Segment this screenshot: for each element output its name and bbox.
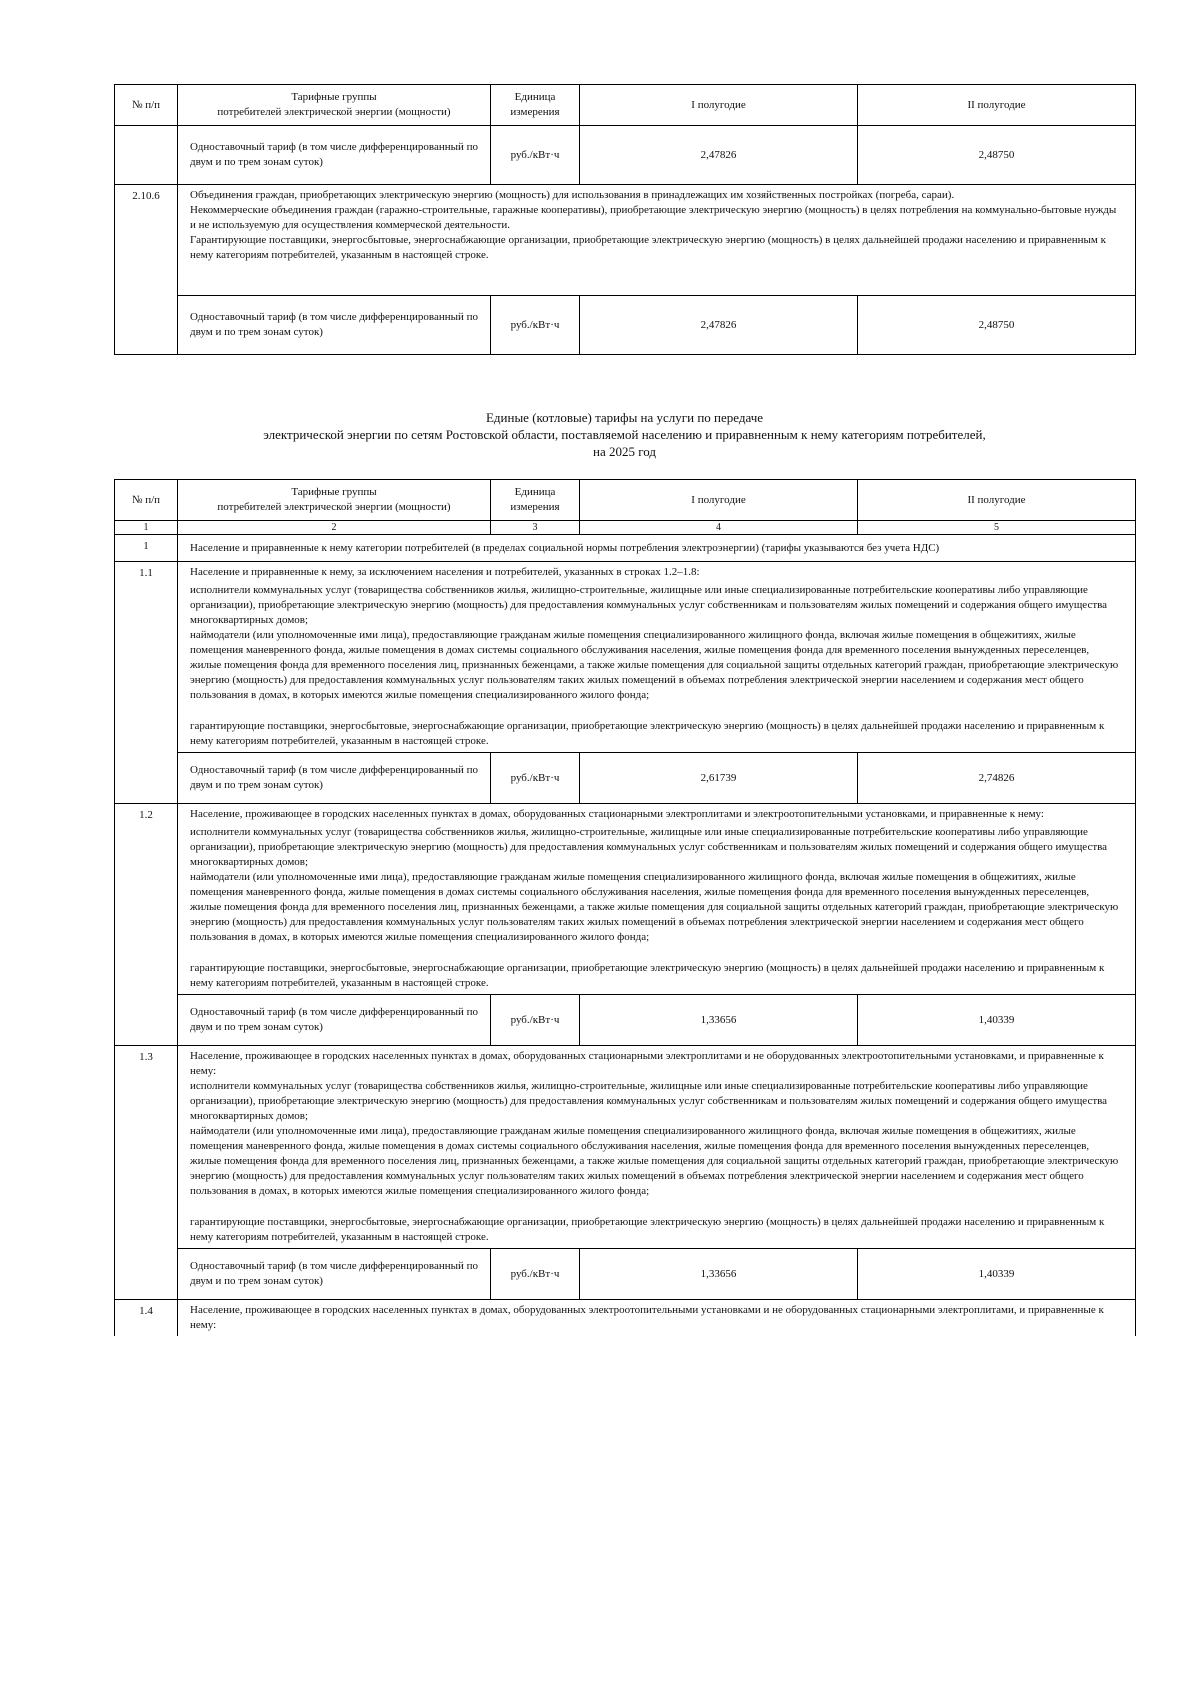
h1-value: 1,33656: [580, 995, 858, 1046]
table-header-row: [115, 480, 1136, 521]
table-row: [115, 562, 1136, 753]
col-group-header-line1: Тарифные группы: [291, 486, 377, 498]
table-row: [115, 296, 1136, 355]
desc-paragraph: исполнители коммунальных услуг (товарищества собственников жилья, жилищно-строительные, жилищные или иные специализированные потребительские кооперативы либо управляющие организации), приобретающие электрическую энергию (мощность) для предоставления коммунальных услуг собственникам и пользователям жилых помещений и содержания общего имущества многоквартирных домов;: [190, 1080, 1108, 1122]
section-description: [178, 185, 1136, 296]
section-description: [178, 1046, 1136, 1249]
section-description: [178, 562, 1136, 753]
unit: руб./кВт·ч: [491, 995, 580, 1046]
table-row: [115, 126, 1136, 185]
col-h2-header: II полугодие: [858, 480, 1136, 521]
desc-paragraph: Некоммерческие объединения граждан (гаражно-строительные, гаражные кооперативы), приобретающие электрическую энергию (мощность) в целях потребления на коммунально-бытовые нужды и не используемую для осуществления коммерческой деятельности.: [190, 204, 1117, 231]
col-number: 4: [580, 521, 858, 535]
row-num: 1.1: [115, 562, 178, 804]
column-number-row: [115, 521, 1136, 535]
h1-value: 1,33656: [580, 1249, 858, 1300]
col-number: 3: [491, 521, 580, 535]
h2-value: 2,48750: [858, 296, 1136, 355]
h1-value: 2,47826: [580, 296, 858, 355]
unit: руб./кВт·ч: [491, 753, 580, 804]
table-header-row: [115, 85, 1136, 126]
section-description: [178, 804, 1136, 995]
row-num: 2.10.6: [115, 185, 178, 355]
tariff-group: Одноставочный тариф (в том числе дифференцированный по двум и по трем зонам суток): [178, 126, 491, 185]
desc-paragraph: наймодатели (или уполномоченные ими лица), предоставляющие гражданам жилые помещения специализированного жилищного фонда, включая жилые помещения в общежитиях, жилые помещения маневренного фонда, жилые помещения в домах системы социального обслуживания населения, жилые помещения фонда для временного поселения вынужденных переселенцев, жилые помещения фонда для временного поселения лиц, признанных беженцами, а также жилые помещения для социальной защиты отдельных категорий граждан, приобретающие электрическую энергию (мощность) для предоставления коммунальных услуг пользователям таких жилых помещений в объемах потребления электрической энергии населением и содержания мест общего пользования в домах, в которых имеются жилые помещения специализированного жилого фонда;: [190, 871, 1119, 943]
section-description: [178, 1300, 1136, 1337]
table-row: [115, 1046, 1136, 1249]
desc-paragraph: исполнители коммунальных услуг (товарищества собственников жилья, жилищно-строительные, жилищные или иные специализированные потребительские кооперативы либо управляющие организации), приобретающие электрическую энергию (мощность) для предоставления коммунальных услуг собственникам и пользователям жилых помещений и содержания общего имущества многоквартирных домов;: [190, 584, 1108, 626]
desc-paragraph: Гарантирующие поставщики, энергосбытовые, энергоснабжающие организации, приобретающие электрическую энергию (мощность) в целях дальнейшей продажи населению и приравненным к нему категориям потребителей, указанным в настоящей строке.: [190, 234, 1106, 261]
col-h1-header: I полугодие: [580, 480, 858, 521]
tariff-table-2025: [114, 479, 1136, 1336]
col-unit-header-line2: измерения: [510, 501, 560, 513]
desc-paragraph: Объединения граждан, приобретающих электрическую энергию (мощность) для использования в принадлежащих им хозяйственных постройках (погреба, сараи).: [190, 189, 955, 201]
heading-line1: Единые (котловые) тарифы на услуги по передаче: [485, 410, 764, 425]
desc-intro: Население, проживающее в городских населенных пунктах в домах, оборудованных стационарными электроплитами и электроотопительными установками, и приравненные к нему:: [190, 808, 1044, 820]
col-group-header: [178, 85, 491, 126]
heading-line2: электрической энергии по сетям Ростовской области, поставляемой населению и приравненным к нему категориям потребителей,: [263, 427, 986, 442]
row-num: 1: [115, 535, 178, 562]
col-group-header-line2: потребителей электрической энергии (мощности): [217, 106, 451, 118]
col-group-header: [178, 480, 491, 521]
h2-value: 2,74826: [858, 753, 1136, 804]
col-unit-header-line1: Единица: [514, 91, 556, 103]
tariff-table-continuation: [114, 84, 1136, 355]
col-num-header: № п/п: [115, 85, 178, 126]
table-row: [115, 1300, 1136, 1337]
table-row: [115, 535, 1136, 562]
unit: руб./кВт·ч: [491, 296, 580, 355]
table-row: [115, 995, 1136, 1046]
row-num: 1.4: [115, 1300, 178, 1337]
col-number: 2: [178, 521, 491, 535]
table-row: [115, 753, 1136, 804]
table-row: [115, 185, 1136, 296]
col-group-header-line2: потребителей электрической энергии (мощности): [217, 501, 451, 513]
col-unit-header: [491, 85, 580, 126]
row-num: 1.2: [115, 804, 178, 1046]
h2-value: 1,40339: [858, 995, 1136, 1046]
tariff-group: Одноставочный тариф (в том числе дифференцированный по двум и по трем зонам суток): [178, 995, 491, 1046]
desc-paragraph: гарантирующие поставщики, энергосбытовые, энергоснабжающие организации, приобретающие электрическую энергию (мощность) в целях дальнейшей продажи населению и приравненным к нему категориям потребителей, указанным в настоящей строке.: [190, 720, 1105, 747]
col-unit-header-line2: измерения: [510, 106, 560, 118]
table-row: [115, 1249, 1136, 1300]
desc-paragraph: гарантирующие поставщики, энергосбытовые, энергоснабжающие организации, приобретающие электрическую энергию (мощность) в целях дальнейшей продажи населению и приравненным к нему категориям потребителей, указанным в настоящей строке.: [190, 1216, 1105, 1243]
desc-intro: Население, проживающее в городских населенных пунктах в домах, оборудованных электроотопительными установками и не оборудованных стационарными электроплитами, и приравненные к нему:: [190, 1304, 1104, 1331]
tariff-group: Одноставочный тариф (в том числе дифференцированный по двум и по трем зонам суток): [178, 753, 491, 804]
col-number: 5: [858, 521, 1136, 535]
section-heading: [114, 409, 1135, 460]
desc-paragraph: гарантирующие поставщики, энергосбытовые, энергоснабжающие организации, приобретающие электрическую энергию (мощность) в целях дальнейшей продажи населению и приравненным к нему категориям потребителей, указанным в настоящей строке.: [190, 962, 1105, 989]
tariff-group: Одноставочный тариф (в том числе дифференцированный по двум и по трем зонам суток): [178, 1249, 491, 1300]
col-number: 1: [115, 521, 178, 535]
desc-intro: Население и приравненные к нему, за исключением населения и потребителей, указанных в строках 1.2–1.8:: [190, 566, 700, 578]
h1-value: 2,47826: [580, 126, 858, 185]
unit: руб./кВт·ч: [491, 126, 580, 185]
col-unit-header-line1: Единица: [514, 486, 556, 498]
col-h1-header: I полугодие: [580, 85, 858, 126]
desc-paragraph: исполнители коммунальных услуг (товарищества собственников жилья, жилищно-строительные, жилищные или иные специализированные потребительские кооперативы либо управляющие организации), приобретающие электрическую энергию (мощность) для предоставления коммунальных услуг собственникам и пользователям жилых помещений и содержания общего имущества многоквартирных домов;: [190, 826, 1108, 868]
h2-value: 2,48750: [858, 126, 1136, 185]
col-num-header: № п/п: [115, 480, 178, 521]
row-num: 1.3: [115, 1046, 178, 1300]
h1-value: 2,61739: [580, 753, 858, 804]
col-group-header-line1: Тарифные группы: [291, 91, 377, 103]
desc-paragraph: наймодатели (или уполномоченные ими лица), предоставляющие гражданам жилые помещения специализированного жилищного фонда, включая жилые помещения в общежитиях, жилые помещения маневренного фонда, жилые помещения в домах системы социального обслуживания населения, жилые помещения фонда для временного поселения вынужденных переселенцев, жилые помещения фонда для временного поселения лиц, признанных беженцами, а также жилые помещения для социальной защиты отдельных категорий граждан, приобретающие электрическую энергию (мощность) для предоставления коммунальных услуг пользователям таких жилых помещений в объемах потребления электрической энергии населением и содержания мест общего пользования в домах, в которых имеются жилые помещения специализированного жилого фонда;: [190, 629, 1119, 701]
tariff-group: Одноставочный тариф (в том числе дифференцированный по двум и по трем зонам суток): [178, 296, 491, 355]
desc-intro: Население, проживающее в городских населенных пунктах в домах, оборудованных стационарными электроплитами и не оборудованных электроотопительными установками, и приравненные к нему:: [190, 1050, 1104, 1077]
heading-line3: на 2025 год: [593, 444, 656, 459]
row-num: [115, 126, 178, 185]
table-row: [115, 804, 1136, 995]
desc-paragraph: наймодатели (или уполномоченные ими лица), предоставляющие гражданам жилые помещения специализированного жилищного фонда, включая жилые помещения в общежитиях, жилые помещения маневренного фонда, жилые помещения в домах системы социального обслуживания населения, жилые помещения фонда для временного поселения вынужденных переселенцев, жилые помещения фонда для временного поселения лиц, признанных беженцами, а также жилые помещения для социальной защиты отдельных категорий граждан, приобретающие электрическую энергию (мощность) для предоставления коммунальных услуг пользователям таких жилых помещений в объемах потребления электрической энергии населением и содержания мест общего пользования в домах, в которых имеются жилые помещения специализированного жилого фонда;: [190, 1125, 1119, 1197]
unit: руб./кВт·ч: [491, 1249, 580, 1300]
col-h2-header: II полугодие: [858, 85, 1136, 126]
col-unit-header: [491, 480, 580, 521]
category-title: Население и приравненные к нему категории потребителей (в пределах социальной нормы потребления электроэнергии) (тарифы указываются без учета НДС): [178, 535, 1136, 562]
h2-value: 1,40339: [858, 1249, 1136, 1300]
